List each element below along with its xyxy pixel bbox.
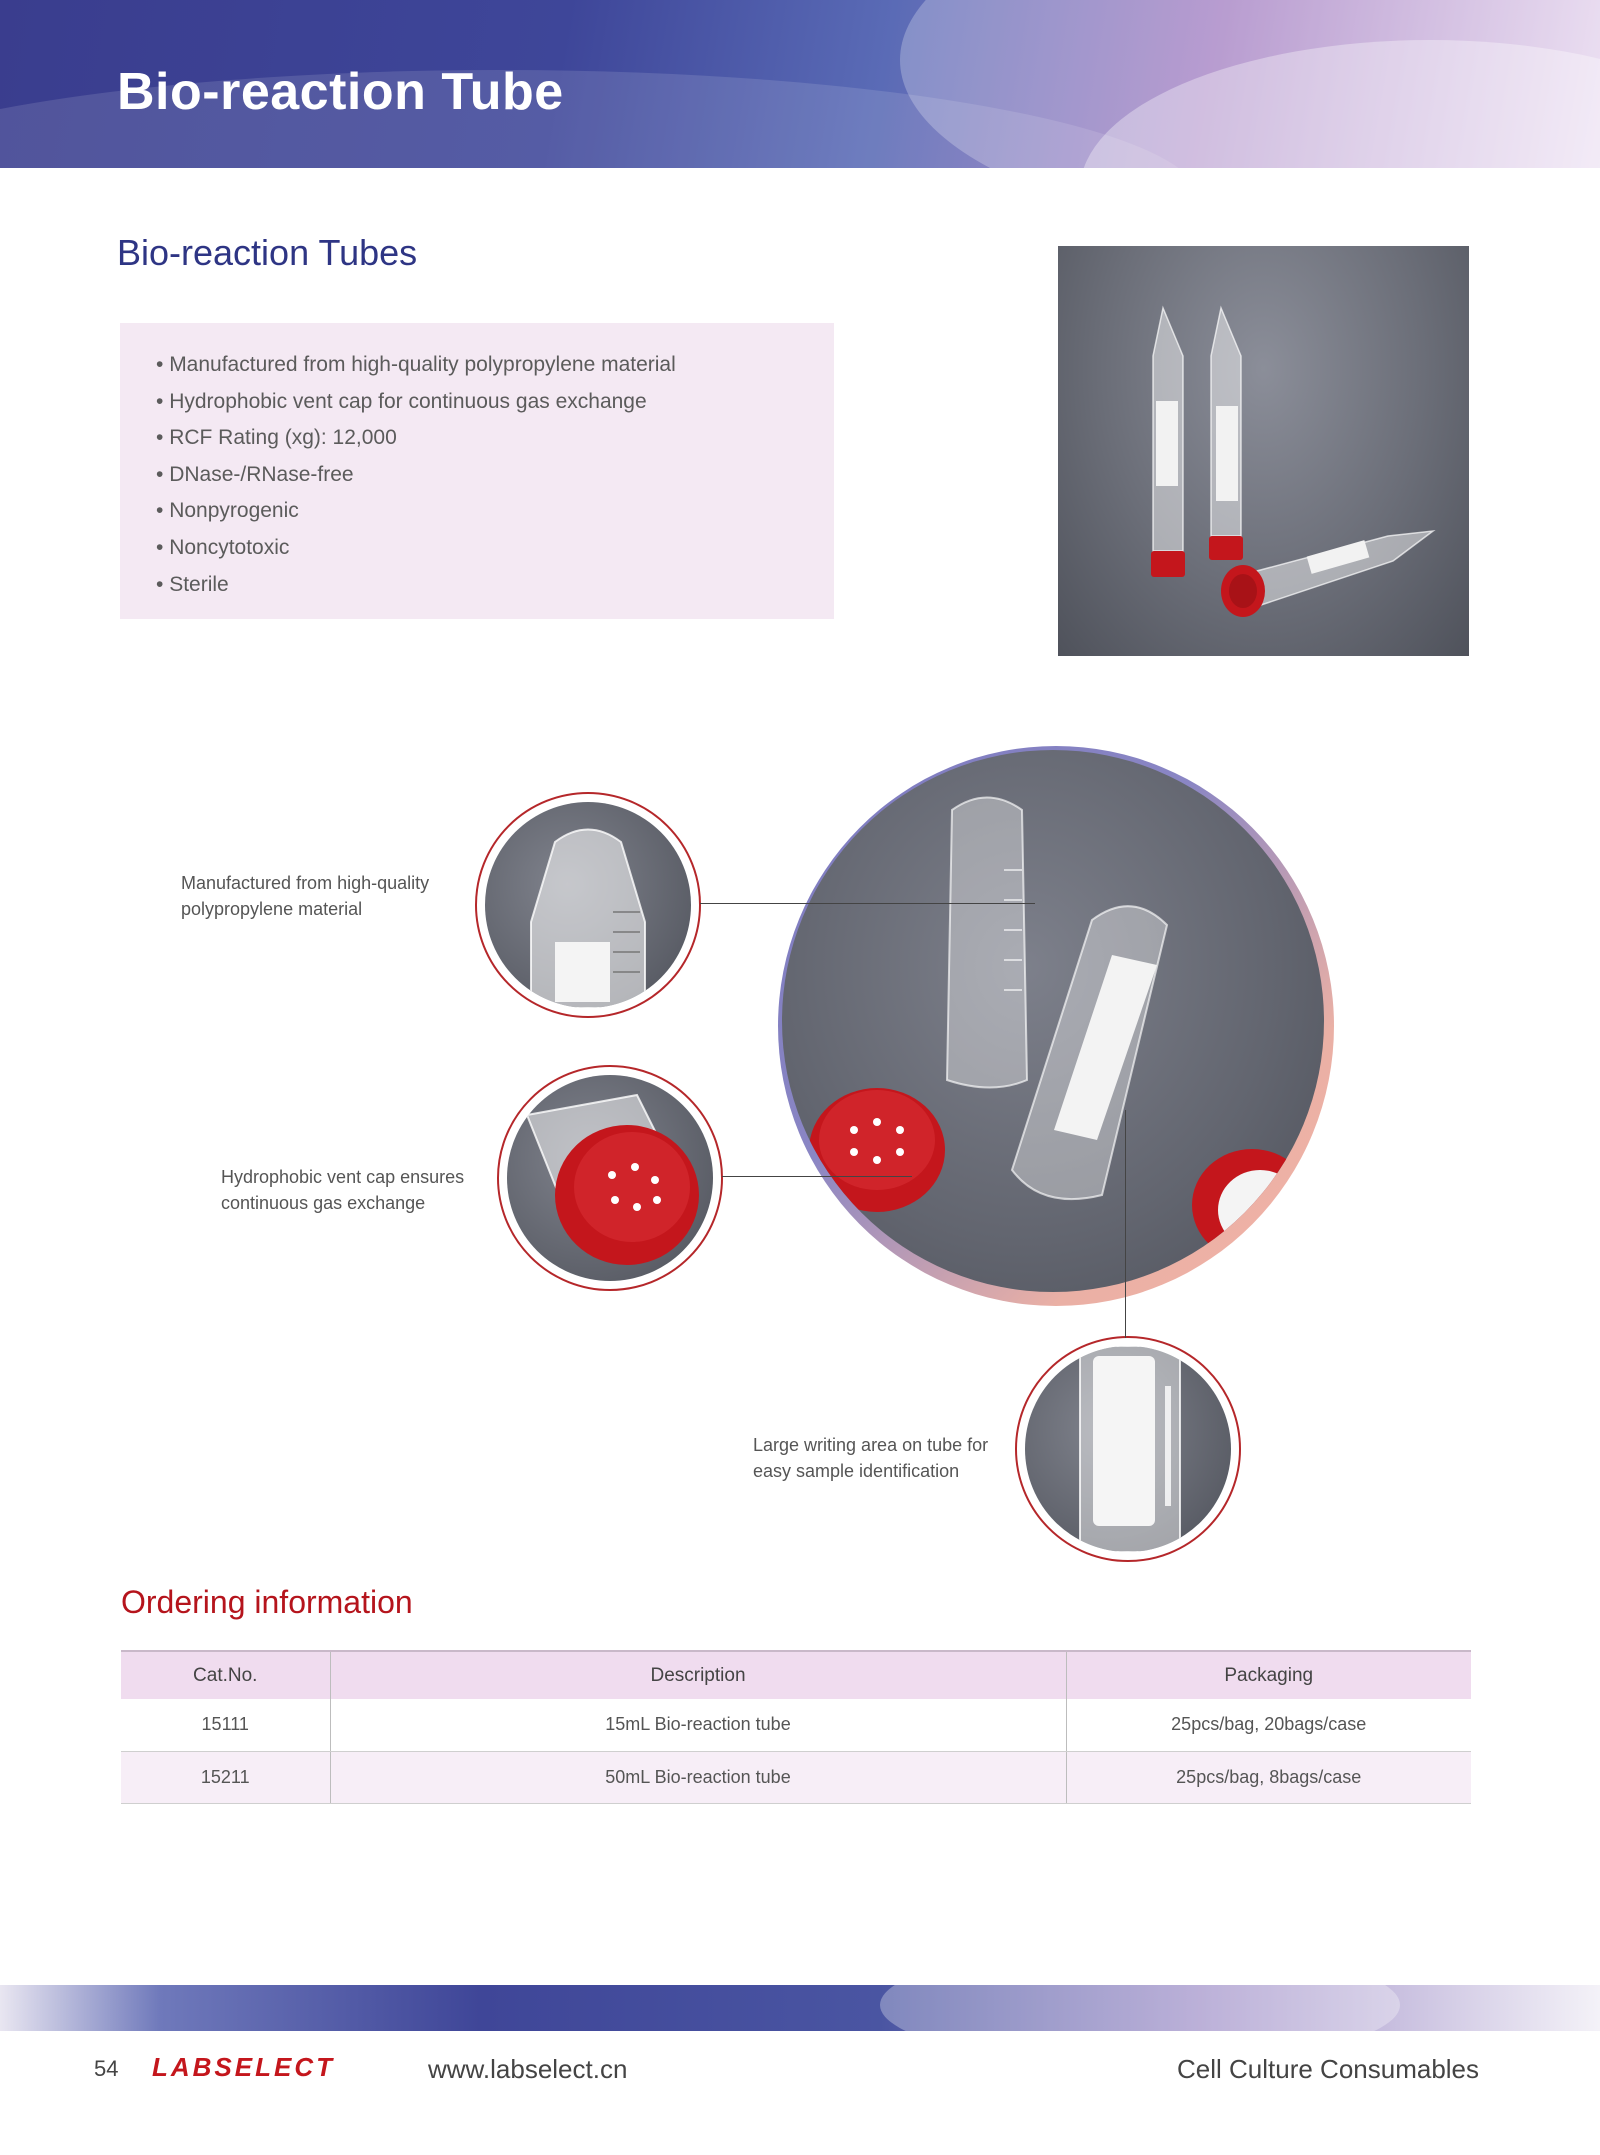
cell-packaging: 25pcs/bag, 8bags/case — [1066, 1751, 1471, 1803]
vent-cap-detail-circle — [497, 1065, 723, 1291]
column-header-packaging: Packaging — [1066, 1651, 1471, 1699]
footer-url[interactable]: www.labselect.cn — [428, 2054, 628, 2084]
tubes-closeup-illustration — [782, 750, 1324, 1292]
feature-item: • Manufactured from high-quality polypropylene material — [156, 347, 834, 384]
page-number: 54 — [94, 2056, 119, 2081]
feature-item: • Nonpyrogenic — [156, 493, 834, 530]
feature-item: • Hydrophobic vent cap for continuous gas exchange — [156, 384, 834, 421]
tubes-illustration — [1058, 246, 1469, 656]
conical-tip-illustration — [485, 802, 691, 1008]
header-banner — [0, 0, 1600, 168]
writing-area-callout — [753, 1432, 988, 1484]
vent-cap-callout-line1: Hydrophobic vent cap ensures — [221, 1167, 465, 1187]
ordering-table — [121, 1650, 1471, 1804]
ordering-title: Ordering information — [121, 1584, 413, 1620]
material-callout-line2: polypropylene material — [181, 899, 363, 919]
table-header-row — [121, 1651, 1471, 1699]
feature-item: • Noncytotoxic — [156, 530, 834, 567]
cell-description: 50mL Bio-reaction tube — [330, 1751, 1066, 1803]
feature-item: • Sterile — [156, 567, 834, 604]
cell-cat-no: 15111 — [121, 1699, 330, 1751]
vent-cap-detail-photo — [507, 1075, 713, 1281]
feature-list — [156, 347, 834, 603]
section-title: Bio-reaction Tubes — [117, 232, 418, 273]
material-detail-photo — [485, 802, 691, 1008]
material-callout — [181, 870, 429, 922]
column-header-description: Description — [330, 1651, 1066, 1699]
features-box — [120, 323, 834, 619]
material-leader-line — [700, 903, 1035, 904]
product-photo — [1058, 246, 1469, 656]
writing-area-detail-circle — [1015, 1336, 1241, 1562]
material-callout-line1: Manufactured from high-quality — [181, 873, 430, 893]
feature-item: • RCF Rating (xg): 12,000 — [156, 420, 834, 457]
vent-cap-leader-line — [722, 1176, 912, 1177]
vent-cap-callout — [221, 1164, 464, 1216]
material-detail-circle — [475, 792, 701, 1018]
feature-item: • DNase-/RNase-free — [156, 457, 834, 494]
table-row — [121, 1751, 1471, 1803]
writing-area-illustration — [1025, 1346, 1231, 1552]
vent-cap-callout-line2: continuous gas exchange — [221, 1193, 426, 1213]
column-header-cat-no: Cat.No. — [121, 1651, 330, 1699]
page-title: Bio-reaction Tube — [117, 63, 564, 121]
cell-cat-no: 15211 — [121, 1751, 330, 1803]
table-row — [121, 1699, 1471, 1751]
brand-logo: LABSELECT — [152, 2052, 335, 2082]
cell-description: 15mL Bio-reaction tube — [330, 1699, 1066, 1751]
vent-cap-illustration — [507, 1075, 713, 1281]
cell-packaging: 25pcs/bag, 20bags/case — [1066, 1699, 1471, 1751]
writing-area-leader-line — [1125, 1110, 1126, 1338]
footer-section-name: Cell Culture Consumables — [1177, 2054, 1480, 2084]
footer-band — [0, 1985, 1600, 2031]
writing-area-callout-line2: easy sample identification — [753, 1461, 960, 1481]
writing-area-detail-photo — [1025, 1346, 1231, 1552]
writing-area-callout-line1: Large writing area on tube for — [753, 1435, 989, 1455]
footer-wave-decoration — [880, 1985, 1400, 2031]
big-circle-photo — [782, 750, 1324, 1292]
